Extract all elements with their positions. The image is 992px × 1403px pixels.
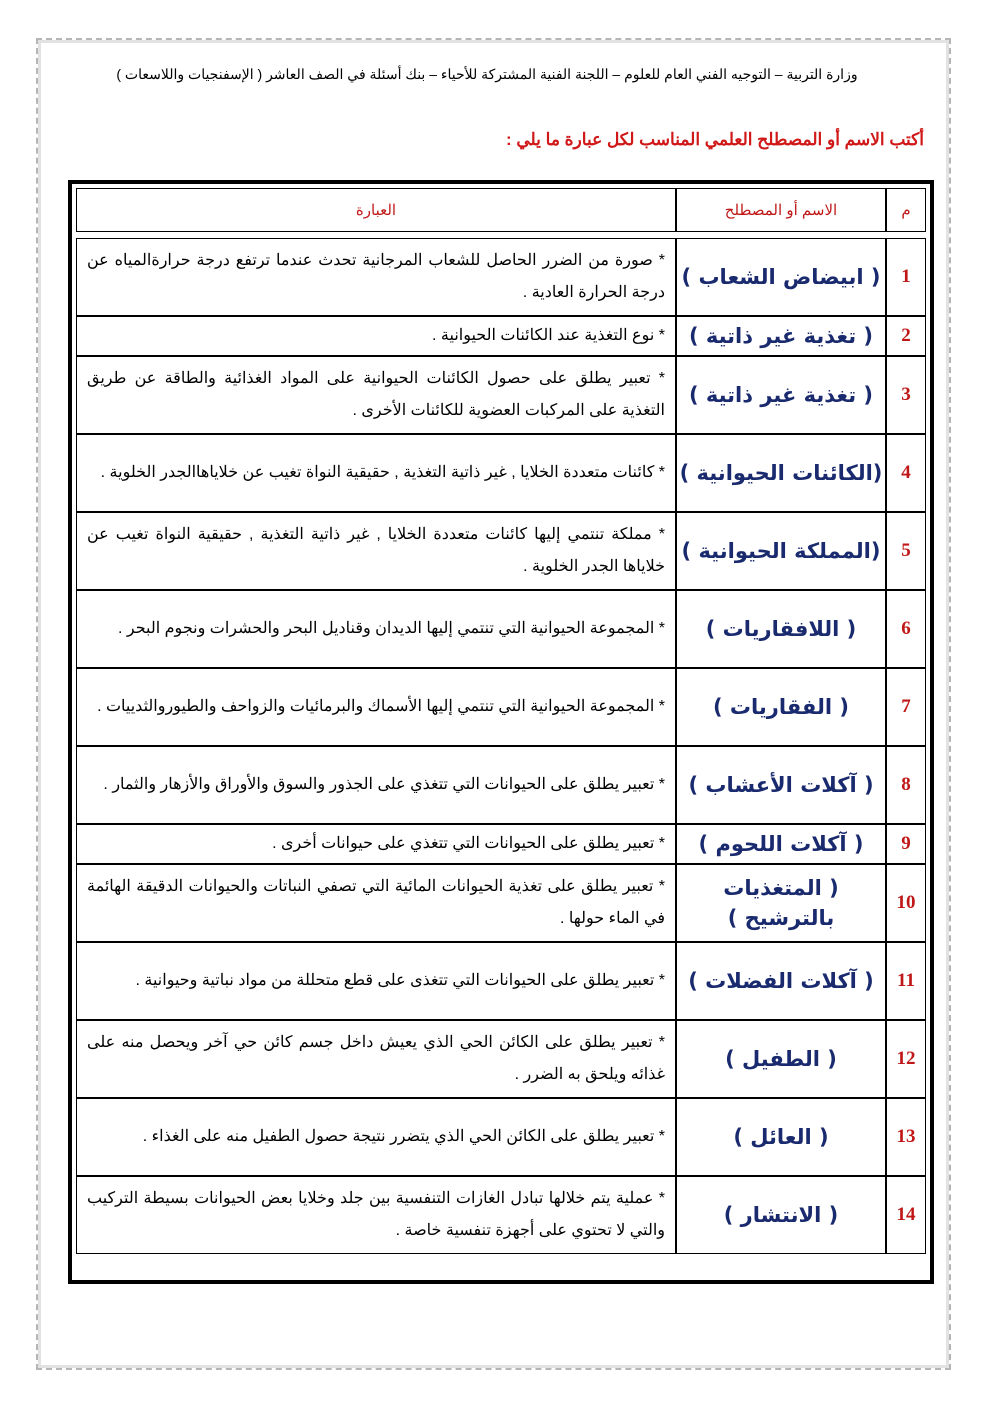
row-number: 4 [886,434,926,512]
row-term: ( العائل ) [676,1098,886,1176]
row-term: ( الانتشار ) [676,1176,886,1254]
table-row [76,316,926,356]
row-number: 1 [886,238,926,316]
row-number: 6 [886,590,926,668]
row-number: 7 [886,668,926,746]
row-number: 5 [886,512,926,590]
table-row [76,1176,926,1254]
table-row [76,1020,926,1098]
table-row [76,1098,926,1176]
row-statement: * نوع التغذية عند الكائنات الحيوانية . [76,316,676,356]
row-term: ( آكلات الفضلات ) [676,942,886,1020]
table-row [76,238,926,316]
row-statement: * عملية يتم خلالها تبادل الغازات التنفسية بين جلد وخلايا بعض الحيوانات بسيطة التركيب والتي لا تحتوي على أجهزة تنفسية خاصة . [76,1176,676,1254]
row-statement: * المجموعة الحيوانية التي تنتمي إليها الأسماك والبرمائيات والزواحف والطيوروالثدييات . [76,668,676,746]
row-statement: * تعبير يطلق على حصول الكائنات الحيوانية على المواد الغذائية والطاقة عن طريق التغذية على المركبات العضوية للكائنات الأخرى . [76,356,676,434]
row-number: 8 [886,746,926,824]
row-statement: * تعبير يطلق على تغذية الحيوانات المائية التي تصفي النباتات والحيوانات الدقيقة الهائمة في الماء حولها . [76,864,676,942]
row-statement: * تعبير يطلق على الحيوانات التي تتغذى على قطع متحللة من مواد نباتية وحيوانية . [76,942,676,1020]
row-term: ( آكلات اللحوم ) [676,824,886,864]
row-number: 9 [886,824,926,864]
table-row [76,746,926,824]
table-row [76,668,926,746]
row-term: ( الطفيل ) [676,1020,886,1098]
row-number: 13 [886,1098,926,1176]
row-statement: * تعبير يطلق على الحيوانات التي تتغذي على الجذور والسوق والأوراق والأزهار والثمار . [76,746,676,824]
row-number: 12 [886,1020,926,1098]
row-number: 11 [886,942,926,1020]
row-statement: * تعبير يطلق على الكائن الحي الذي يتضرر نتيجة حصول الطفيل منه على الغذاء . [76,1098,676,1176]
row-number: 2 [886,316,926,356]
row-term: ( اللافقاريات ) [676,590,886,668]
document-header: وزارة التربية – التوجيه الفني العام للعلوم – اللجنة الفنية المشتركة للأحياء – بنك أسئلة في الصف العاشر ( الإسفنجيات واللاسعات ) [116,66,858,82]
table-row [76,434,926,512]
table-row [76,512,926,590]
question-table [76,188,926,1254]
row-statement: * كائنات متعددة الخلايا , غير ذاتية التغذية , حقيقية النواة تغيب عن خلاياهاالجدر الخلوية . [76,434,676,512]
row-statement: * تعبير يطلق على الكائن الحي الذي يعيش داخل جسم كائن حي آخر ويحصل منه على غذائه ويلحق به الضرر . [76,1020,676,1098]
table-row [76,864,926,942]
row-term: ( ابيضاض الشعاب ) [676,238,886,316]
row-term: (الكائنات الحيوانية ) [676,434,886,512]
row-statement: * المجموعة الحيوانية التي تنتمي إليها الديدان وقناديل البحر والحشرات ونجوم البحر . [76,590,676,668]
row-statement: * صورة من الضرر الحاصل للشعاب المرجانية تحدث عندما ترتفع درجة حرارةالمياه عن درجة الحرارة العادية . [76,238,676,316]
row-term: ( آكلات الأعشاب ) [676,746,886,824]
row-term: (المملكة الحيوانية ) [676,512,886,590]
row-number: 14 [886,1176,926,1254]
col-header-term: الاسم أو المصطلح [676,188,886,232]
row-statement: * تعبير يطلق على الحيوانات التي تتغذي على حيوانات أخرى . [76,824,676,864]
row-term: ( المتغذيات بالترشيح ) [676,864,886,942]
table-row [76,824,926,864]
question-table-frame [68,180,934,1284]
row-term: ( تغذية غير ذاتية ) [676,316,886,356]
col-header-statement: العبارة [76,188,676,232]
table-row [76,590,926,668]
table-row [76,942,926,1020]
row-number: 10 [886,864,926,942]
table-row [76,356,926,434]
row-term: ( الفقاريات ) [676,668,886,746]
col-header-num: م [886,188,926,232]
row-number: 3 [886,356,926,434]
table-header-row [76,188,926,232]
instruction-text: أكتب الاسم أو المصطلح العلمي المناسب لكل عبارة ما يلي : [506,130,924,149]
row-term: ( تغذية غير ذاتية ) [676,356,886,434]
row-statement: * مملكة تنتمي إليها كائنات متعددة الخلايا , غير ذاتية التغذية , حقيقية النواة تغيب عن خلاياها الجدر الخلوية . [76,512,676,590]
